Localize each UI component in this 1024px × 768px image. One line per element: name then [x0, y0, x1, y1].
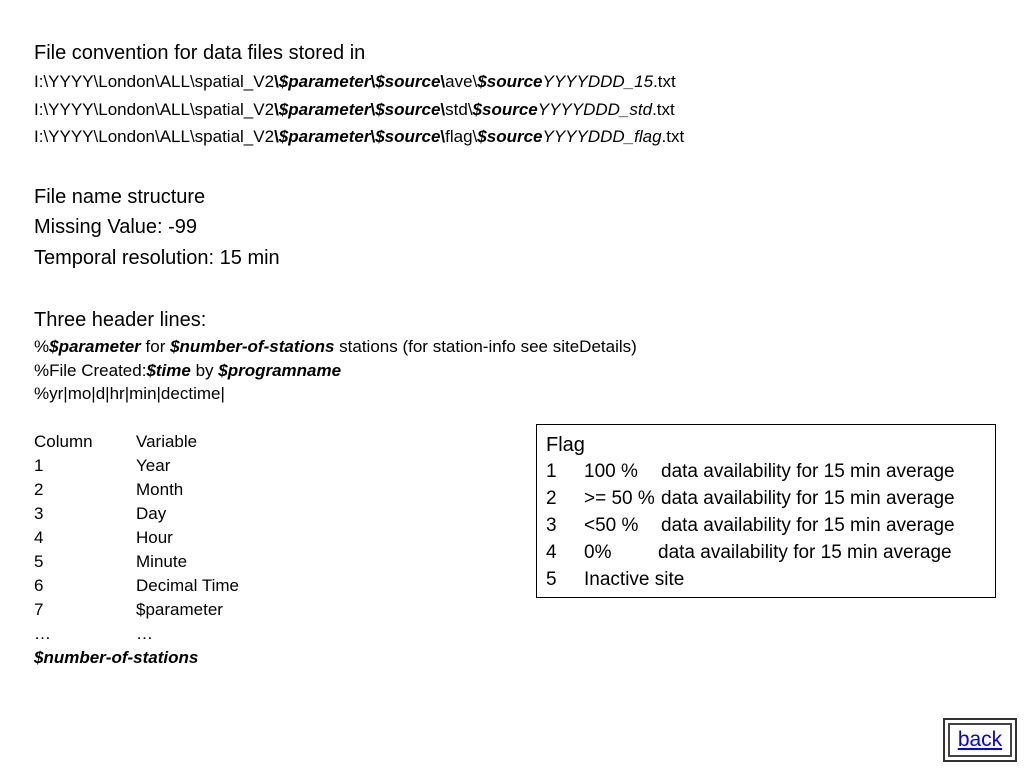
flag-row: 3 <50 % data availability for 15 min average — [546, 515, 955, 536]
header-line-2: %File Created:$time by $programname — [34, 361, 342, 380]
flag-title: Flag — [546, 434, 585, 456]
table-row: 4 Hour — [34, 528, 173, 547]
convention-title: File convention for data files stored in — [34, 42, 366, 64]
flag-row: 2 >= 50 % data availability for 15 min average — [546, 488, 955, 509]
table-row: 1 Year — [34, 456, 171, 475]
header-title: Three header lines: — [34, 309, 207, 331]
flag-row: 4 0% data availability for 15 min average — [546, 542, 952, 563]
table-row: 3 Day — [34, 504, 167, 523]
column-heading: Column — [34, 432, 93, 451]
header-line-3: %yr|mo|d|hr|min|dectime| — [34, 384, 225, 403]
back-button[interactable]: back — [943, 718, 1017, 762]
structure-title: File name structure — [34, 186, 206, 208]
path-line-std: I:\YYYY\London\ALL\spatial_V2\$parameter\$source\std\$sourceYYYYDDD_std.txt — [34, 100, 675, 119]
columns-header — [34, 432, 294, 451]
table-row: 7 $parameter — [34, 600, 223, 619]
missing-value: Missing Value: -99 — [34, 216, 198, 238]
variable-heading: Variable — [136, 432, 198, 451]
table-row: 6 Decimal Time — [34, 576, 239, 595]
path-line-ave: I:\YYYY\London\ALL\spatial_V2\$parameter\$source\ave\$sourceYYYYDDD_15.txt — [34, 72, 676, 91]
last-column-label: $number-of-stations — [34, 648, 199, 667]
flag-row: 5 Inactive site — [546, 569, 685, 590]
table-row: 5 Minute — [34, 552, 188, 571]
temporal-resolution: Temporal resolution: 15 min — [34, 247, 280, 269]
header-line-1: %$parameter for $number-of-stations stations (for station-info see siteDetails) — [34, 337, 637, 356]
flag-legend-box — [536, 424, 996, 598]
table-row: … … — [34, 624, 153, 643]
flag-row: 1 100 % data availability for 15 min average — [546, 461, 955, 482]
table-row: 2 Month — [34, 480, 184, 499]
path-line-flag: I:\YYYY\London\ALL\spatial_V2\$parameter\$source\flag\$sourceYYYYDDD_flag.txt — [34, 127, 685, 146]
